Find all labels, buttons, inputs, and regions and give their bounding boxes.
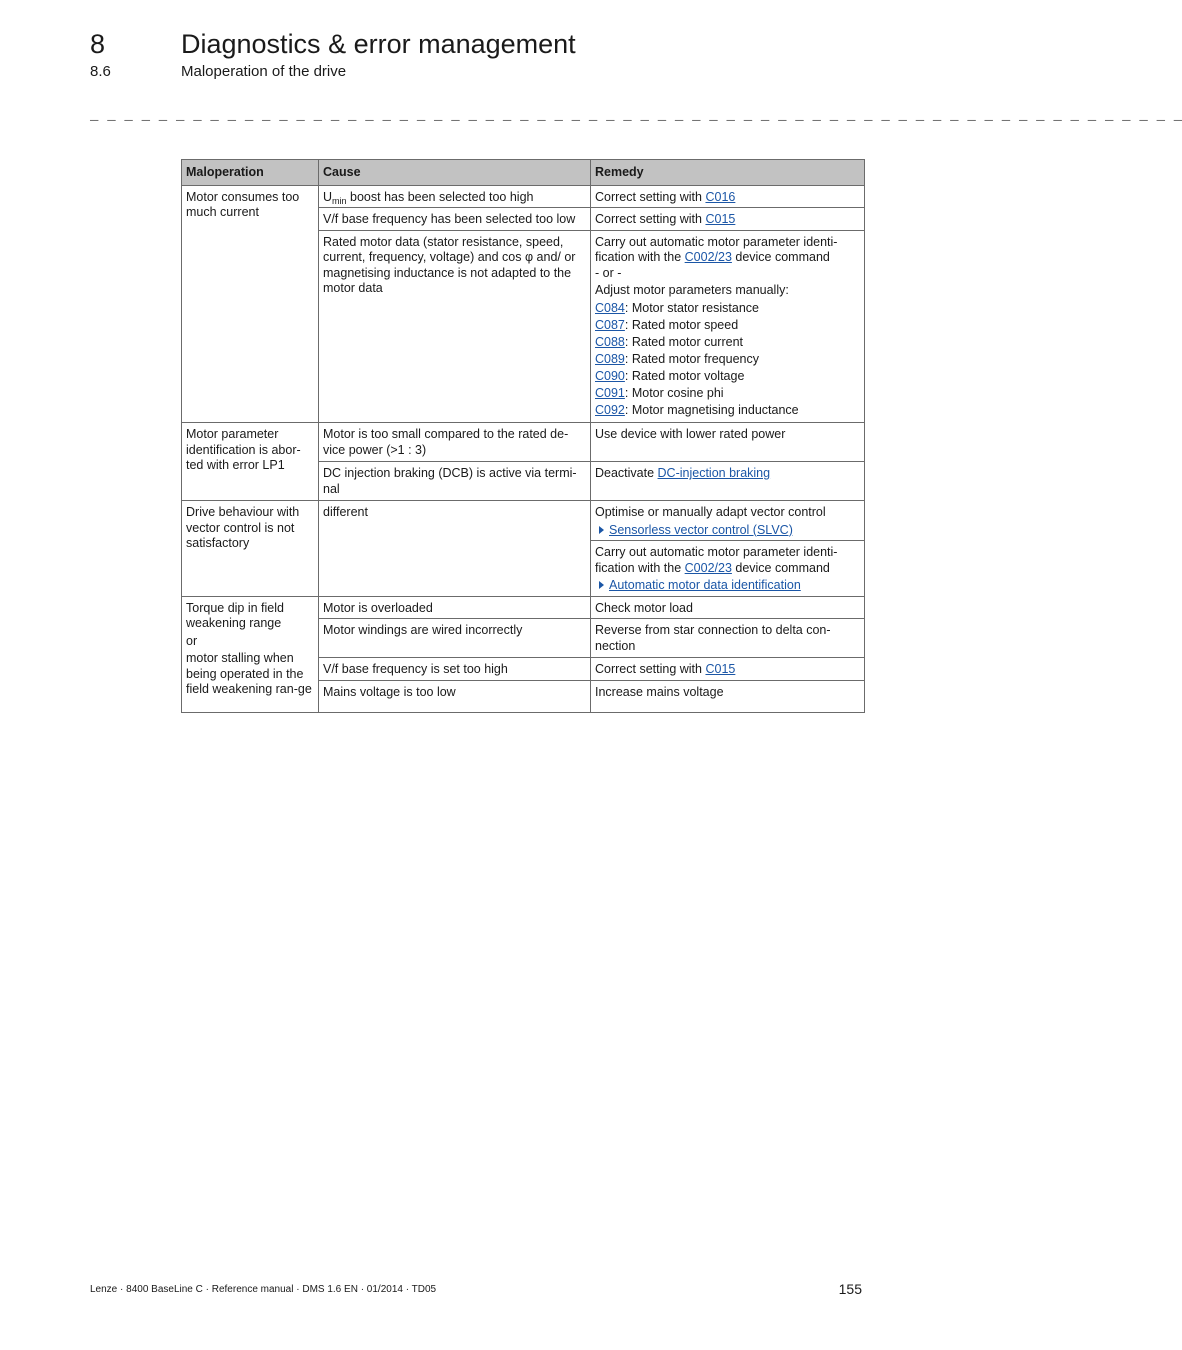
cause-cell: Motor is too small compared to the rated de-vice power (>1 : 3) [319, 423, 591, 462]
dc-injection-braking-link[interactable]: DC-injection braking [657, 466, 771, 480]
code-link-c092[interactable]: C092 [595, 402, 625, 417]
maloperation-text: motor stalling when being operated in the field weakening ran-ge [186, 651, 312, 696]
cause-cell: Motor windings are wired incorrectly [319, 619, 591, 658]
remedy-cell: Increase mains voltage [591, 680, 865, 712]
param-item [595, 335, 860, 351]
table-header-row [182, 160, 865, 186]
code-link-c089[interactable]: C089 [595, 352, 625, 366]
maloperation-cell: Motor consumes too much current [182, 185, 319, 423]
cause-rest: boost has been selected too high [346, 189, 534, 204]
remedy-text: device command [731, 250, 830, 264]
param-item [595, 352, 860, 368]
footer-text: Lenze · 8400 BaseLine C · Reference manual · DMS 1.6 EN · 01/2014 · TD05 [90, 1284, 437, 1295]
cause-cell [319, 185, 591, 208]
adjust-text: Adjust motor parameters manually: [595, 283, 789, 297]
remedy-line [595, 235, 860, 266]
param-text: : Motor cosine phi [624, 386, 724, 400]
code-link-c084[interactable]: C084 [595, 300, 625, 315]
remedy-cell [591, 230, 865, 423]
remedy-text: Carry out automatic motor parameter identi-fication with the [595, 545, 838, 575]
header-cause: Cause [319, 160, 591, 186]
remedy-text: Optimise or manually adapt vector control [595, 505, 826, 519]
maloperation-text: Torque dip in field weakening range [186, 600, 284, 630]
code-link-c087[interactable]: C087 [595, 318, 625, 332]
cause-subscript: min [332, 195, 347, 206]
or-separator: - or - [595, 265, 622, 280]
param-item [595, 386, 860, 402]
cause-cell: V/f base frequency is set too high [319, 658, 591, 681]
param-text: : Motor magnetising inductance [624, 402, 799, 417]
cause-cell: DC injection braking (DCB) is active via termi-nal [319, 462, 591, 501]
code-link-c016[interactable]: C016 [705, 189, 736, 204]
cause-u: U [323, 189, 333, 204]
code-link-c002-23[interactable]: C002/23 [684, 250, 732, 264]
code-link-c015[interactable]: C015 [705, 662, 736, 676]
remedy-cell: Use device with lower rated power [591, 423, 865, 462]
maloperation-cell: Motor parameter identification is abor-ted with error LP1 [182, 423, 319, 501]
remedy-cell: Reverse from star connection to delta con-nection [591, 619, 865, 658]
arrow-right-icon [599, 526, 604, 534]
code-link-c088[interactable]: C088 [595, 334, 625, 349]
remedy-text: Deactivate [595, 466, 658, 480]
remedy-link-line [595, 578, 860, 594]
param-text: : Motor stator resistance [624, 300, 759, 315]
remedy-text: device command [731, 560, 830, 575]
table-row [182, 423, 865, 462]
table-row [182, 596, 865, 619]
param-text: : Rated motor frequency [624, 352, 759, 366]
remedy-cell [591, 185, 865, 208]
maloperation-table [181, 159, 865, 713]
maloperation-or: or [186, 633, 198, 648]
code-link-c091[interactable]: C091 [595, 386, 625, 400]
remedy-cell [591, 208, 865, 231]
remedy-text: Correct setting with [595, 212, 706, 226]
remedy-cell [591, 658, 865, 681]
param-item [595, 301, 860, 317]
remedy-text: Correct setting with [595, 662, 706, 676]
page-number: 155 [838, 1281, 862, 1297]
remedy-text: Carry out automatic motor parameter identi-fication with the [595, 234, 838, 264]
cause-cell: Rated motor data (stator resistance, speed, current, frequency, voltage) and cos φ and/ or magnetising inductance is not adapted to the motor data [319, 230, 591, 423]
cause-cell: Motor is overloaded [319, 596, 591, 619]
slvc-link[interactable]: Sensorless vector control (SLVC) [609, 522, 793, 537]
header-remedy: Remedy [591, 160, 865, 186]
maloperation-cell: Drive behaviour with vector control is not satisfactory [182, 501, 319, 597]
cause-cell: Mains voltage is too low [319, 680, 591, 712]
chapter-number: 8 [90, 29, 106, 59]
remedy-cell [591, 462, 865, 501]
param-item [595, 318, 860, 334]
remedy-link-line [595, 523, 860, 539]
cause-cell: different [319, 501, 591, 597]
code-link-c002-23[interactable]: C002/23 [684, 560, 732, 575]
code-link-c090[interactable]: C090 [595, 368, 625, 383]
param-text: : Rated motor voltage [624, 368, 745, 383]
cause-cell: V/f base frequency has been selected too low [319, 208, 591, 231]
header-divider: _ _ _ _ _ _ _ _ _ _ _ _ _ _ _ _ _ _ _ _ _ _ _ _ _ _ _ _ _ _ _ _ _ _ _ _ _ _ _ _ _ _ _ _ _ _ _ _ _ _ _ _ _ _ _ _ _ _ _ _ _ _ _ _ [90, 108, 1182, 124]
remedy-cell [591, 501, 865, 541]
arrow-right-icon [599, 581, 604, 589]
chapter-title: Diagnostics & error management [181, 29, 576, 59]
param-text: : Rated motor current [624, 334, 743, 349]
table-row [182, 185, 865, 208]
remedy-line [595, 545, 860, 576]
remedy-cell: Check motor load [591, 596, 865, 619]
param-item [595, 403, 860, 419]
param-item [595, 369, 860, 385]
motor-data-identification-link[interactable]: Automatic motor data identification [609, 578, 801, 592]
remedy-text: Correct setting with [595, 189, 706, 204]
maloperation-cell [182, 596, 319, 712]
section-title: Maloperation of the drive [181, 63, 347, 80]
param-text: : Rated motor speed [624, 318, 739, 332]
section-number: 8.6 [90, 63, 111, 80]
header-maloperation: Maloperation [182, 160, 319, 186]
remedy-cell [591, 541, 865, 597]
code-link-c015[interactable]: C015 [705, 212, 736, 226]
table-row [182, 501, 865, 541]
